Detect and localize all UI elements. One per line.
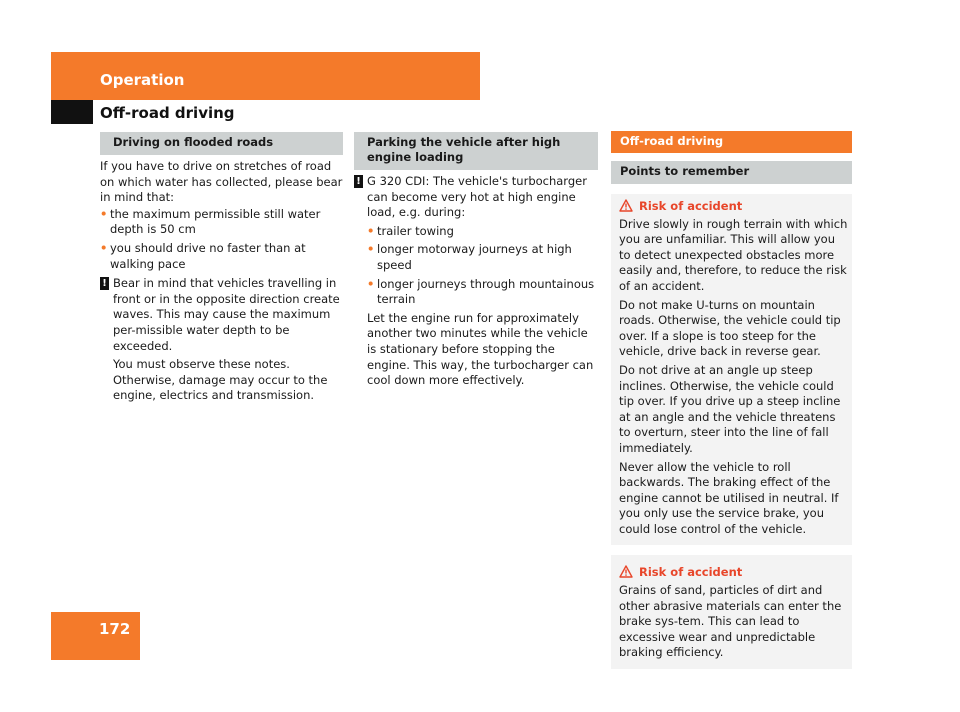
- exclamation-icon: !: [354, 175, 363, 188]
- warning-triangle-icon: [619, 565, 633, 578]
- warning1-paragraph: Do not make U-turns on mountain roads. Otherwise, the vehicle could tip over. If a slope is too steep for the vehicle, drive back in reverse gear.: [619, 297, 841, 359]
- subheading-points: Points to remember: [611, 161, 852, 184]
- parking-note-text-1: G 320 CDI: The vehicle's turbocharger can become very hot at high engine load, e.g. during:: [367, 174, 587, 220]
- list-item: • longer motorway journeys at high speed: [367, 242, 598, 273]
- page-number: 172: [99, 620, 131, 638]
- parking-bullet-list: [367, 224, 598, 308]
- warning-title-1: [619, 199, 849, 215]
- header-tab-marker: [51, 100, 93, 124]
- page-number-box: [51, 612, 140, 660]
- warning2-paragraph: Grains of sand, particles of dirt and other abrasive materials can enter the brake sys-tem. This can lead to excessive wear and unpredictable braking efficiency.: [619, 583, 842, 660]
- heading-flooded-roads: Driving on flooded roads: [100, 132, 343, 155]
- warning1-paragraph: Do not drive at an angle up steep inclines. Otherwise, the vehicle could tip over. If you drive up a steep incline at an angle and the vehicle threatens to overturn, steer into the line of fall immediately.: [619, 362, 841, 455]
- parking-note: [354, 174, 598, 389]
- warning-box-1: [611, 194, 852, 545]
- flooded-note: [100, 276, 343, 404]
- parking-note-text-2: Let the engine run for approximately another two minutes while the vehicle is stationary before stopping the engine. This way, the turbocharger can cool down more effectively.: [367, 310, 594, 388]
- list-item: • longer journeys through mountainous terrain: [367, 277, 598, 308]
- column-off-road: [611, 131, 852, 669]
- warning-triangle-icon: [619, 199, 633, 212]
- warning-box-2: [611, 555, 852, 669]
- list-item: • you should drive no faster than at walking pace: [100, 241, 343, 272]
- heading-parking: Parking the vehicle after high engine loading: [354, 132, 598, 170]
- warning-title-text: Risk of accident: [639, 565, 743, 580]
- heading-off-road: Off-road driving: [611, 131, 852, 153]
- column-flooded-roads: [100, 132, 343, 407]
- flooded-intro: If you have to drive on stretches of road on which water has collected, please bear in mind that:: [100, 159, 343, 205]
- list-item: • the maximum permissible still water depth is 50 cm: [100, 207, 343, 238]
- column-parking: [354, 132, 598, 392]
- warning-title-2: [619, 565, 849, 581]
- page-subtitle: Off-road driving: [100, 104, 235, 122]
- warning1-paragraph: Drive slowly in rough terrain with which you are unfamiliar. This will allow you to detect unexpected obstacles more easily and, therefore, to reduce the risk of an accident.: [619, 216, 848, 293]
- flooded-note-text-1: Bear in mind that vehicles travelling in front or in the opposite direction create waves. This may cause the maximum per-missible water depth to be exceeded.: [113, 276, 340, 353]
- warning-title-text: Risk of accident: [639, 199, 743, 213]
- flooded-bullet-list: [100, 207, 343, 272]
- warning1-paragraph: Never allow the vehicle to roll backwards. The braking effect of the engine cannot be utilised in neutral. If you only use the service brake, you could lose control of the vehicle.: [619, 459, 839, 536]
- header-bar: [51, 52, 480, 100]
- flooded-note-text-2: You must observe these notes. Otherwise, damage may occur to the engine, electrics and transmission.: [113, 357, 328, 403]
- section-title: Operation: [100, 71, 185, 89]
- exclamation-icon: !: [100, 277, 109, 290]
- list-item: • trailer towing: [367, 224, 598, 240]
